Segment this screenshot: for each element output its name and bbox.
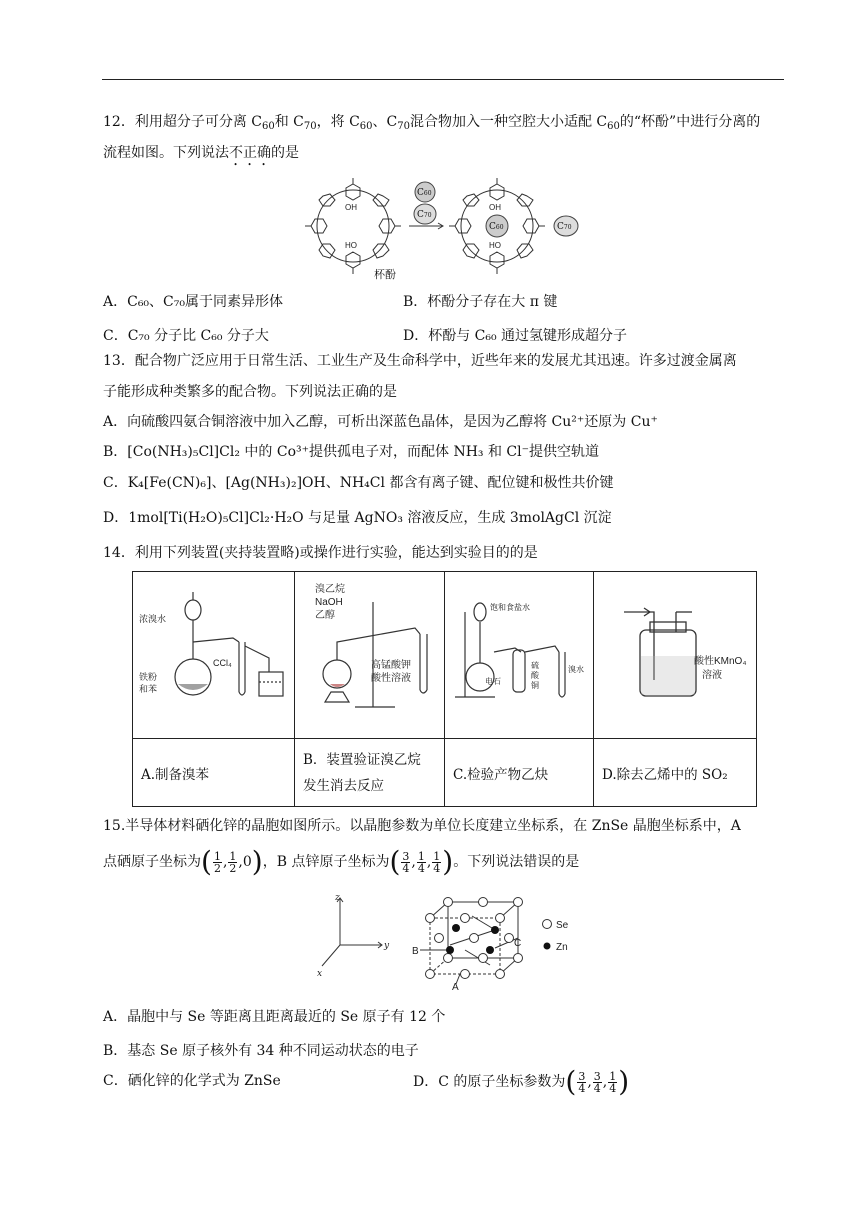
- c70-ball-outside: [554, 216, 578, 236]
- header-rule: [102, 79, 784, 80]
- axis-x-label: x: [317, 969, 323, 979]
- q15-stem-line2: 点硒原子坐标为 ( $\frac{1}{2}$ , $\frac{1}{2}$ , 0 ) ，B 点锌原子坐标为 ( $\frac{3}{4}$ , $\frac{1}{4}$ , $\frac{1}{4}$ ) 。下列说法错误的是: [103, 843, 579, 881]
- coord-a: ( $\frac{1}{2}$ , $\frac{1}{2}$ , 0 ): [201, 845, 263, 878]
- coord-b: ( $\frac{3}{4}$ , $\frac{1}{4}$ , $\frac{1}{4}$ ): [389, 845, 454, 878]
- label-sulfate-2: 酸: [531, 671, 539, 680]
- q13-stem-line1: 13．配合物广泛应用于日常生活、工业生产及生命科学中，近些年来的发展尤其迅速。许多过渡金属离: [103, 353, 737, 369]
- legend-se: Se: [556, 920, 569, 931]
- label-acid-kmno4: 酸性KMnO₄: [694, 656, 747, 667]
- znse-unit-cell: [410, 890, 610, 990]
- q15-option-d: D．C 的原子坐标参数为 ( $\frac{3}{4}$ , $\frac{3}{4}$ , $\frac{1}{4}$ ): [413, 1063, 629, 1101]
- svg-text:C60: C60: [417, 188, 432, 198]
- axis-z-label: z: [335, 893, 340, 903]
- label-sulfate-1: 硫: [531, 661, 539, 670]
- ho-label: HO: [345, 241, 357, 250]
- c60-ball-top: [415, 182, 435, 202]
- q12-option-d: D．杯酚与 C₆₀ 通过氢键形成超分子: [403, 328, 628, 344]
- label-acid-solution: 酸性溶液: [371, 673, 411, 684]
- q12-option-c: C．C₇₀ 分子比 C₆₀ 分子大: [103, 328, 269, 344]
- apparatus-a-cell: [133, 572, 295, 739]
- label-brine: 饱和食盐水: [490, 603, 530, 612]
- oh-label: OH: [345, 203, 357, 212]
- label-ethanol: 乙醇: [315, 610, 335, 621]
- apparatus-d-cell: [594, 572, 757, 739]
- q15-option-a: A．晶胞中与 Se 等距离且距离最近的 Se 原子有 12 个: [103, 1009, 446, 1025]
- q15-option-c: C．硒化锌的化学式为 ZnSe: [103, 1073, 281, 1089]
- apparatus-table: [132, 571, 757, 807]
- bromobenzene-apparatus: [133, 572, 293, 734]
- q13-option-c: C．K₄[Fe(CN)₆]、[Ag(NH₃)₂]OH、NH₄Cl 都含有离子键、配位键和极性共价键: [103, 475, 614, 491]
- q12-option-b: B．杯酚分子存在大 π 键: [403, 294, 558, 310]
- label-kmno4: 高锰酸钾: [371, 660, 411, 671]
- label-solution: 溶液: [702, 670, 722, 681]
- q12-option-a: A．C₆₀、C₇₀属于同素异形体: [103, 294, 283, 310]
- label-iron-powder: 铁粉: [139, 672, 158, 682]
- point-a-label: A: [452, 982, 459, 990]
- point-c-label: C: [514, 938, 522, 949]
- coord-c: ( $\frac{3}{4}$ , $\frac{3}{4}$ , $\frac{1}{4}$ ): [565, 1065, 630, 1098]
- q13-option-a: A．向硫酸四氨合铜溶液中加入乙醇，可析出深蓝色晶体，是因为乙醇将 Cu²⁺还原为 Cu⁺: [103, 414, 658, 430]
- q12-stem-line1: 12．利用超分子可分离 $C_{60}$和 $C_{70}$，将 $C_{60}$、$C_{70}$混合物加入一种空腔大小适配 $C_{60}$的“杯酚”中进行分离的: [103, 114, 761, 132]
- caption-c: C.检验产物乙炔: [445, 739, 594, 807]
- q15-option-b: B．基态 Se 原子核外有 34 种不同运动状态的电子: [103, 1043, 419, 1059]
- caption-d: D.除去乙烯中的 SO₂: [594, 739, 757, 807]
- ho-label: HO: [489, 241, 501, 250]
- label-calcium-carbide: 电石: [485, 677, 501, 686]
- q14-stem: 14．利用下列装置(夹持装置略)或操作进行实验，能达到实验目的的是: [103, 545, 538, 561]
- apparatus-b-cell: [295, 572, 445, 739]
- q13-option-d: D．1mol[Ti(H₂O)₅Cl]Cl₂·H₂O 与足量 AgNO₃ 溶液反应，生成 3molAgCl 沉淀: [103, 510, 612, 526]
- acetylene-apparatus: [445, 572, 592, 734]
- caption-b: B．装置验证溴乙烷 发生消去反应: [295, 739, 445, 807]
- gas-washing-bottle: [594, 572, 755, 734]
- legend-zn: Zn: [556, 942, 568, 953]
- elimination-apparatus: [295, 572, 443, 734]
- point-b-label: B: [412, 946, 419, 957]
- c70-ball-top: [414, 204, 436, 224]
- q13-stem-line2: 子能形成种类繁多的配合物。下列说法正确的是: [103, 384, 397, 400]
- q15-stem-line1: 15.半导体材料硒化锌的晶胞如图所示。以晶胞参数为单位长度建立坐标系，在 ZnSe 晶胞坐标系中，A: [103, 818, 741, 834]
- label-bromine-water: 浓溴水: [139, 614, 167, 624]
- label-naoh: NaOH: [315, 597, 343, 608]
- axis-y-label: y: [384, 941, 390, 951]
- caption-a: A.制备溴苯: [133, 739, 295, 807]
- coordinate-axes: [310, 890, 400, 980]
- label-benzene: 和苯: [139, 684, 158, 694]
- calixarene-label: 杯酚: [374, 268, 396, 281]
- svg-text:C70: C70: [417, 210, 432, 220]
- q13-option-b: B．[Co(NH₃)₅Cl]Cl₂ 中的 Co³⁺提供孤电子对，而配体 NH₃ 和 Cl⁻提供空轨道: [103, 444, 599, 460]
- calixarene-figure: [305, 178, 590, 278]
- svg-text:C60: C60: [489, 222, 504, 232]
- label-ccl4: CCl₄: [213, 658, 232, 668]
- svg-text:C70: C70: [557, 222, 572, 232]
- label-bromine-water-c: 溴水: [568, 665, 584, 674]
- c60-ball-inside: [486, 215, 508, 237]
- legend: [543, 920, 569, 954]
- label-bromoethane: 溴乙烷: [315, 584, 345, 595]
- label-sulfate-3: 铜: [531, 681, 539, 690]
- q12-stem-line2: 流程如图。下列说法不正确的是: [103, 145, 299, 161]
- apparatus-c-cell: [445, 572, 594, 739]
- oh-label: OH: [489, 203, 501, 212]
